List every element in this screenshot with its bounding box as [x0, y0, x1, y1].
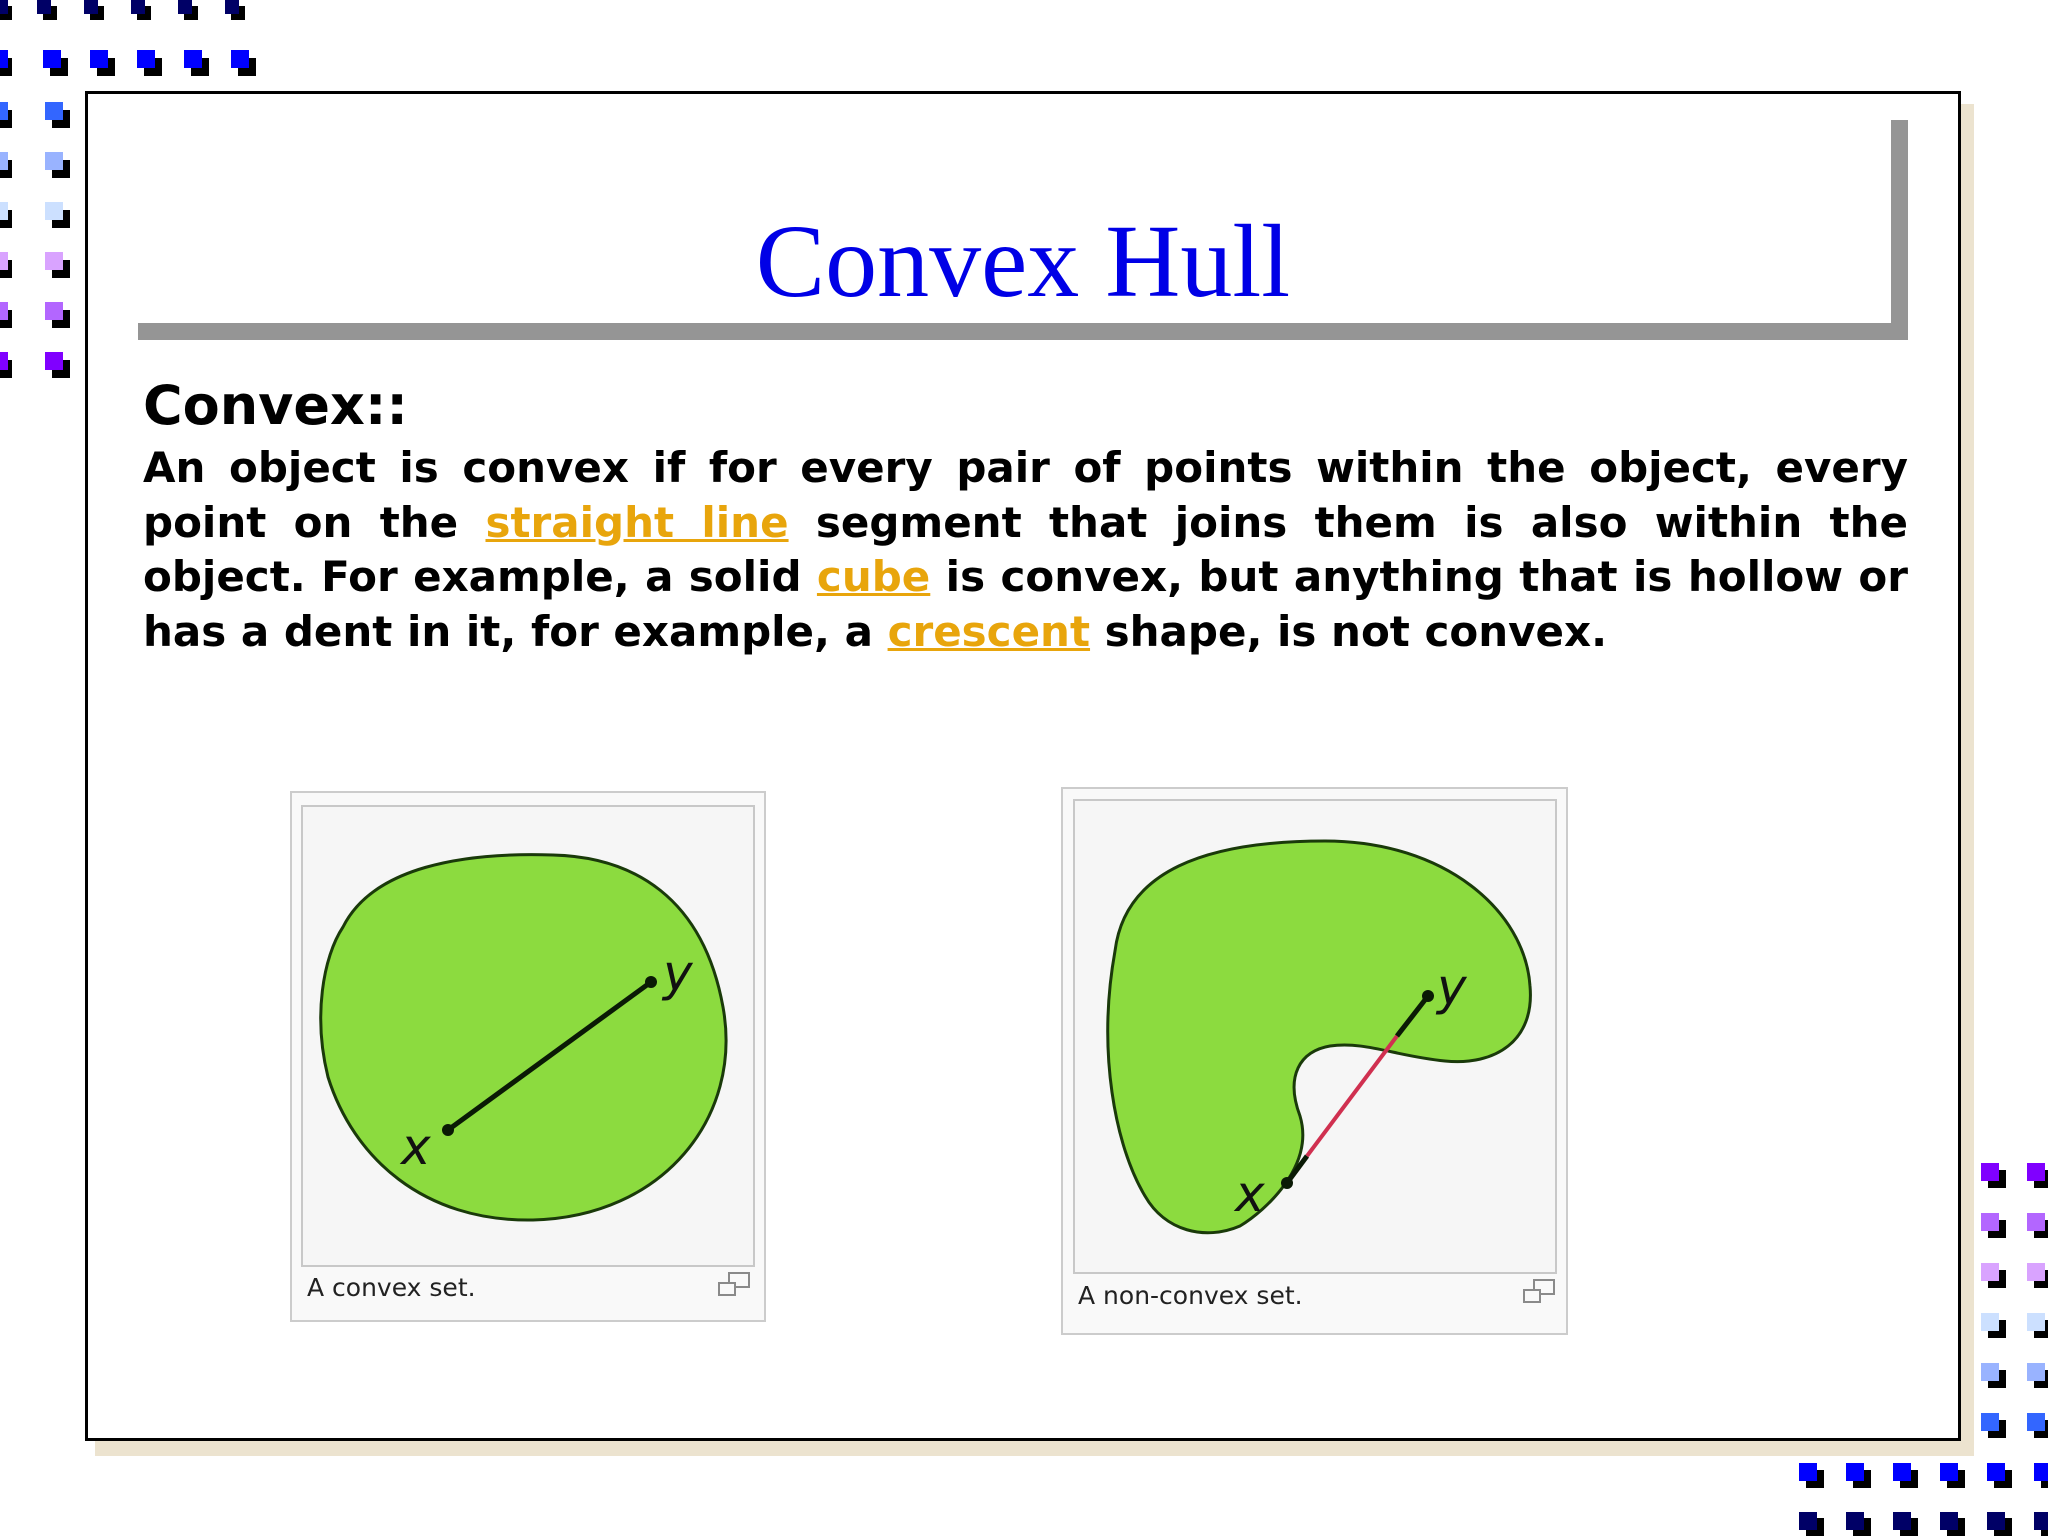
point-x — [442, 1124, 454, 1136]
point-x — [1281, 1177, 1293, 1189]
convex-set-figure — [290, 791, 766, 1322]
label-x: x — [1235, 1165, 1265, 1223]
convex-set-image[interactable] — [301, 805, 755, 1267]
label-x: x — [401, 1118, 431, 1176]
figure-caption: A non-convex set. — [1078, 1281, 1303, 1310]
paragraph-text: is convex, but anything that is hollow or has a dent in it, for example, a — [143, 552, 1908, 656]
figure-caption: A convex set. — [307, 1273, 476, 1302]
non-convex-shape — [1108, 841, 1531, 1233]
link-cube[interactable]: cube — [816, 552, 931, 601]
slide-title: Convex Hull — [755, 204, 1291, 319]
non-convex-shape-diagram — [1075, 801, 1559, 1276]
label-y: y — [663, 944, 693, 1002]
label-y: y — [1437, 958, 1467, 1016]
link-crescent[interactable]: crescent — [887, 606, 1091, 656]
convex-shape-diagram — [303, 807, 757, 1269]
enlarge-icon[interactable] — [715, 1270, 755, 1300]
enlarge-icon[interactable] — [1520, 1277, 1560, 1307]
non-convex-set-figure — [1061, 787, 1568, 1335]
paragraph-text: segment that joins them is also within the object. For example, a solid — [143, 497, 1908, 601]
paragraph-text: An object is convex if for every pair of points within the object, every point on the — [143, 443, 1908, 547]
non-convex-set-image[interactable] — [1073, 799, 1557, 1274]
point-y — [1422, 990, 1434, 1002]
paragraph-text: shape, is not convex. — [1090, 606, 1608, 656]
convex-shape — [321, 855, 726, 1220]
definition-paragraph — [143, 441, 1908, 659]
title-frame — [138, 120, 1908, 340]
segment-outside — [1307, 1036, 1397, 1156]
section-heading: Convex:: — [143, 374, 409, 437]
slide — [85, 91, 1961, 1441]
point-y — [645, 976, 657, 988]
link-straight-line[interactable]: straight line — [485, 497, 789, 547]
